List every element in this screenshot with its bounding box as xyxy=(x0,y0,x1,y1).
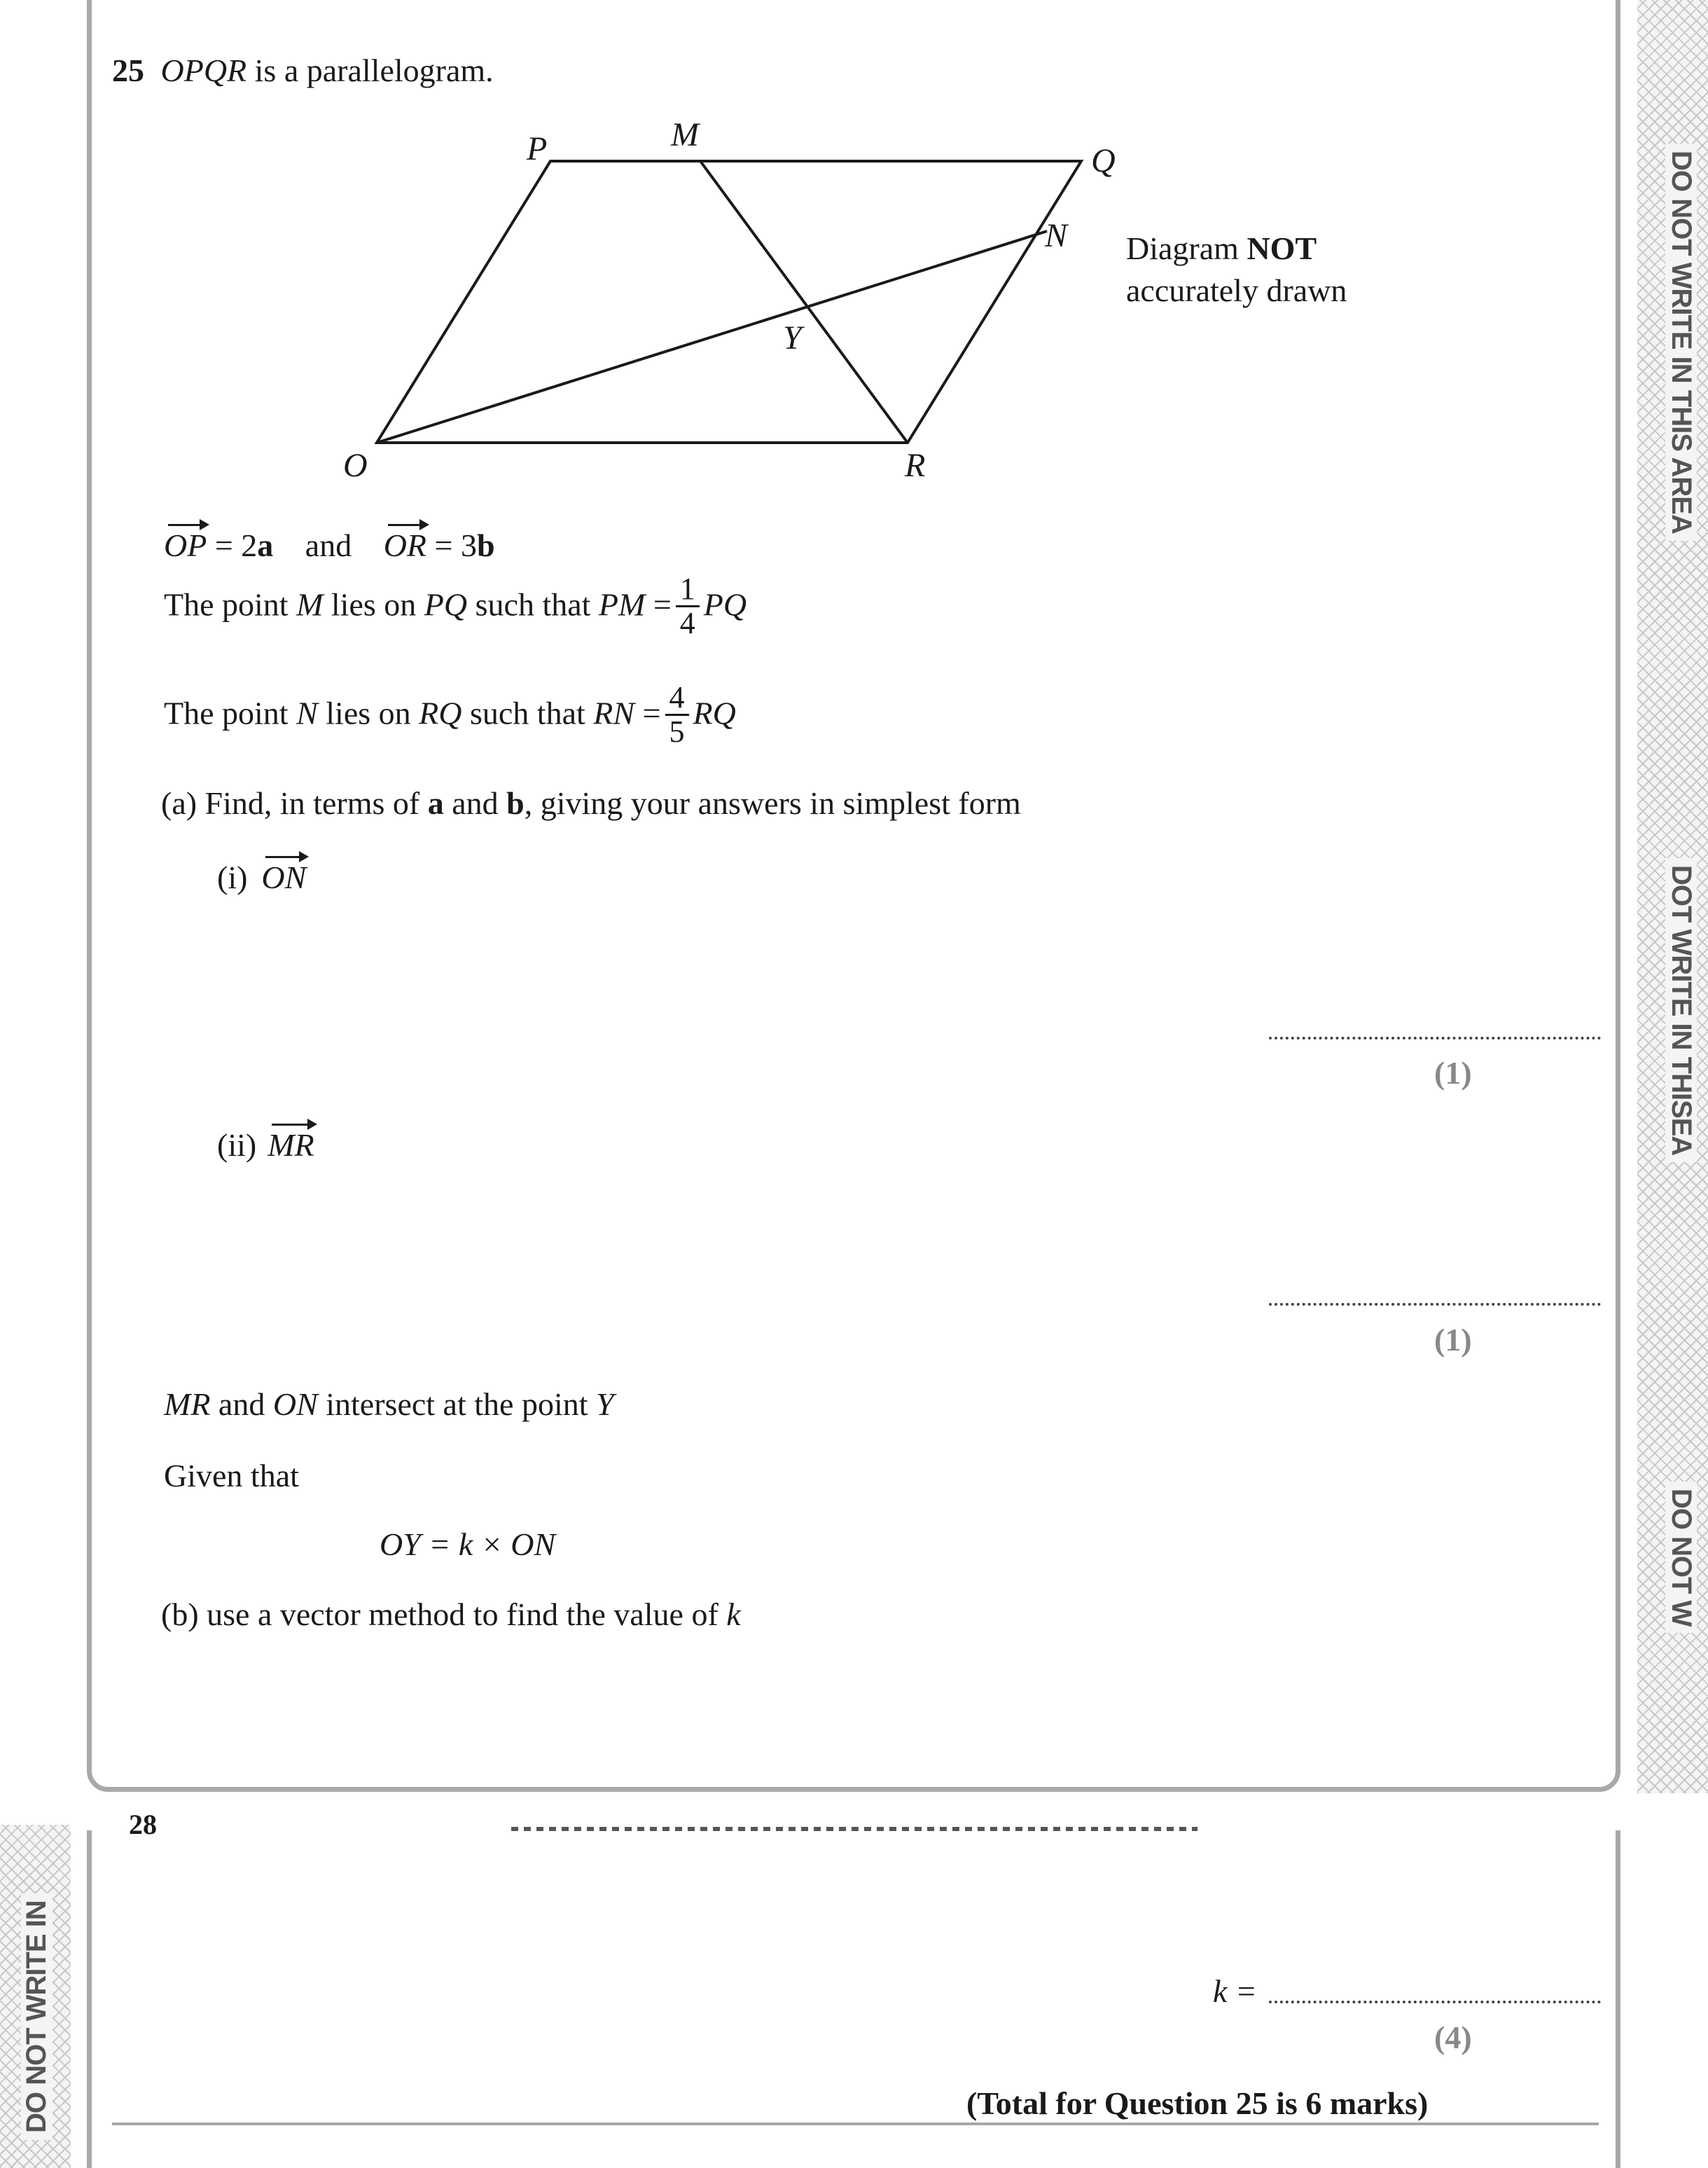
answer-line-a-i[interactable] xyxy=(1269,1037,1601,1040)
panel-border-right xyxy=(1616,1830,1620,2168)
line-ON xyxy=(377,231,1047,443)
margin-warning-2: DOT WRITE IN THISEA xyxy=(1665,858,1697,1162)
point-M-statement: The point M lies on PQ such that PM = $\frac{1}{4}$ PQ xyxy=(164,572,747,641)
heading-rest: is a parallelogram. xyxy=(247,53,494,88)
margin-warning-3: DO NOT W xyxy=(1665,1482,1697,1633)
panel-border-left xyxy=(87,1830,92,2168)
diagram-note-line1: Diagram NOT xyxy=(1126,230,1317,266)
diagram-note-line2: accurately drawn xyxy=(1126,272,1347,308)
margin-warning-4: DO NOT WRITE IN xyxy=(21,1893,53,2140)
marks-a-i: (1) xyxy=(1434,1055,1472,1091)
page-break-edge xyxy=(511,1827,1197,1831)
parallelogram-outline xyxy=(377,161,1081,443)
parallelogram-diagram xyxy=(0,0,1708,504)
bottom-rule xyxy=(112,2122,1599,2125)
question-total: (Total for Question 25 is 6 marks) xyxy=(966,2085,1429,2121)
answer-line-k[interactable] xyxy=(1269,2001,1601,2003)
label-O: O xyxy=(343,447,368,484)
part-b-instruction: (b) use a vector method to find the value of k xyxy=(161,1596,741,1632)
marks-a-ii: (1) xyxy=(1434,1322,1472,1358)
answer-line-a-ii[interactable] xyxy=(1269,1303,1601,1306)
page-number: 28 xyxy=(129,1809,157,1840)
k-answer-label: k = xyxy=(1213,1973,1257,2009)
given-that: Given that xyxy=(164,1458,299,1493)
intersection-statement: MR and ON intersect at the point Y xyxy=(164,1386,614,1422)
fraction-four-fifths: $\frac{4}{5}$ xyxy=(665,682,689,748)
vector-OR: OR xyxy=(384,524,426,562)
label-Q: Q xyxy=(1091,142,1116,179)
line-MR xyxy=(700,161,908,443)
vector-definitions: OP = 2a and OR = 3b xyxy=(164,524,495,562)
point-N-statement: The point N lies on RQ such that RN = $\frac{4}{5}$ RQ xyxy=(164,680,736,750)
marks-b: (4) xyxy=(1434,2019,1472,2055)
part-a-instruction: (a) Find, in terms of a and b, giving your answers in simplest form xyxy=(161,785,1021,821)
vector-MR: MR xyxy=(268,1124,314,1161)
margin-warning-1: DO NOT WRITE IN THIS AREA xyxy=(1665,144,1697,541)
vector-ON: ON xyxy=(261,856,306,894)
part-a-ii: (ii) MR xyxy=(217,1124,314,1161)
left-margin-strip xyxy=(0,1825,71,2168)
vector-OP: OP xyxy=(164,524,207,562)
label-M: M xyxy=(671,116,699,153)
question-number: 25 xyxy=(112,53,144,88)
label-R: R xyxy=(905,447,926,484)
k-equation: OY = k × ON xyxy=(380,1526,556,1562)
shape-name: OPQR xyxy=(160,53,247,88)
label-N: N xyxy=(1045,217,1068,254)
label-Y: Y xyxy=(783,319,802,357)
label-P: P xyxy=(527,130,548,167)
fraction-one-quarter: $\frac{1}{4}$ xyxy=(676,573,700,640)
part-a-i: (i) ON xyxy=(217,856,306,894)
